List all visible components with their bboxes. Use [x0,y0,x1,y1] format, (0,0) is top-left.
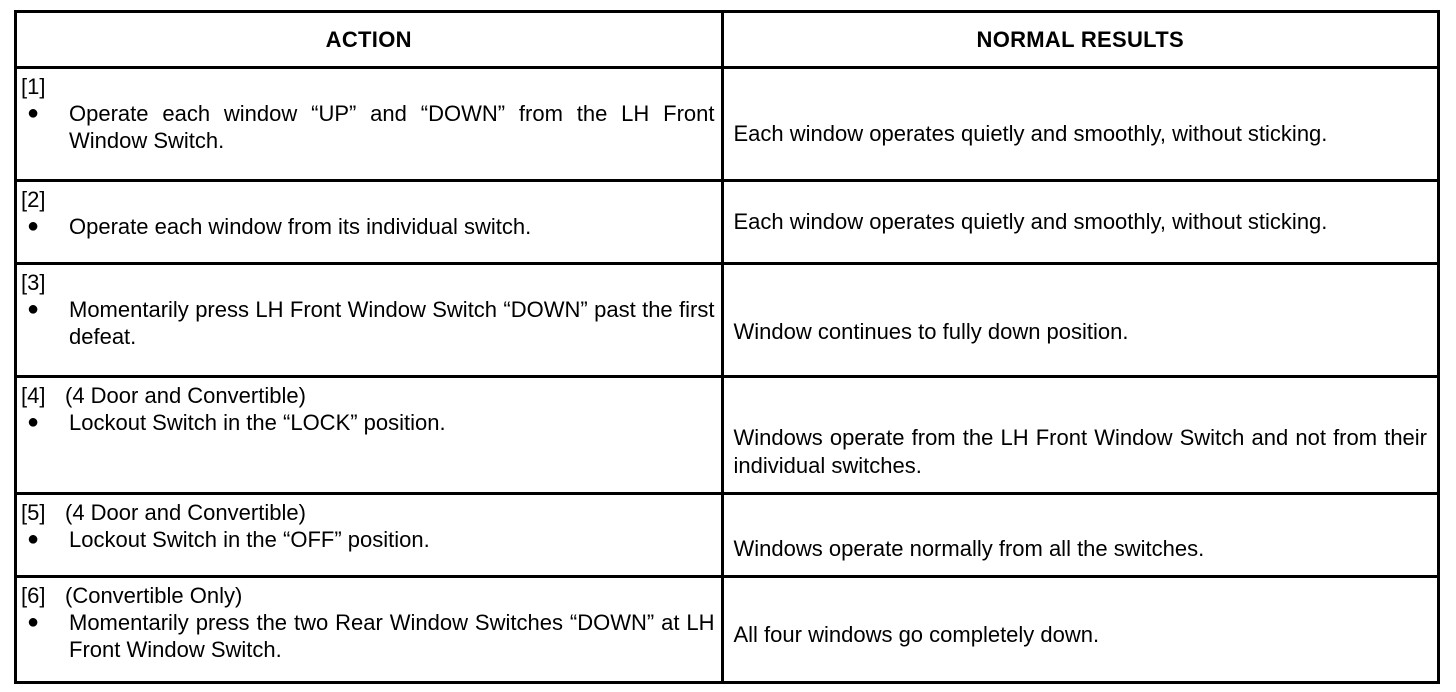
result-text: Window continues to fully down position. [733,319,1129,344]
step-number: [2] [21,187,46,212]
step-heading [21,269,715,296]
step-note: (4 Door and Convertible) [65,500,306,525]
step-number: [5] [21,500,46,525]
table-row [17,377,1437,494]
table-row [17,68,1437,181]
table-row [17,264,1437,377]
step-heading [21,499,715,526]
result-cell [722,377,1437,494]
action-text: Operate each window “UP” and “DOWN” from the LH Front Window Switch. [69,101,715,153]
result-cell [722,181,1437,264]
bullet-icon: ● [27,411,40,433]
result-cell [722,68,1437,181]
step-number: [3] [21,270,46,295]
bullet-icon: ● [27,611,40,633]
table-row [17,577,1437,682]
action-cell [17,577,722,682]
action-bullet-item [21,296,715,350]
result-cell [722,577,1437,682]
action-column-header: ACTION [17,13,722,68]
action-bullet-item [21,609,715,663]
bullet-icon: ● [27,102,40,124]
result-cell [722,494,1437,577]
bullet-icon: ● [27,298,40,320]
step-note: (4 Door and Convertible) [65,383,306,408]
table-row [17,181,1437,264]
step-heading [21,582,715,609]
action-bullet-item [21,213,715,240]
step-note: (Convertible Only) [65,583,243,608]
table-header-row [17,13,1437,68]
action-text: Lockout Switch in the “LOCK” position. [69,410,446,435]
action-cell [17,264,722,377]
result-text: Each window operates quietly and smoothly, without sticking. [733,121,1328,146]
bullet-icon: ● [27,528,40,550]
window-test-table [17,13,1437,681]
step-number: [6] [21,583,46,608]
action-text: Operate each window from its individual switch. [69,214,532,239]
results-column-header: NORMAL RESULTS [722,13,1437,68]
action-bullet-item [21,100,715,154]
result-text: Each window operates quietly and smoothly, without sticking. [733,209,1328,234]
result-cell [722,264,1437,377]
action-cell [17,494,722,577]
result-text: Windows operate normally from all the switches. [733,536,1205,561]
action-bullet-item [21,526,715,553]
step-heading [21,382,715,409]
result-text: All four windows go completely down. [733,621,1100,647]
test-results-table-frame [14,10,1440,684]
action-bullet-item [21,409,715,436]
bullet-icon: ● [27,215,40,237]
action-text: Momentarily press the two Rear Window Switches “DOWN” at LH Front Window Switch. [69,610,715,662]
action-text: Momentarily press LH Front Window Switch “DOWN” past the first defeat. [69,297,715,349]
step-number: [1] [21,74,46,99]
step-number: [4] [21,383,46,408]
action-cell [17,68,722,181]
result-text: Windows operate from the LH Front Window Switch and not from their individual switches. [733,425,1427,478]
action-text: Lockout Switch in the “OFF” position. [69,527,430,552]
step-heading [21,73,715,100]
table-row [17,494,1437,577]
action-cell [17,377,722,494]
step-heading [21,186,715,213]
action-cell [17,181,722,264]
